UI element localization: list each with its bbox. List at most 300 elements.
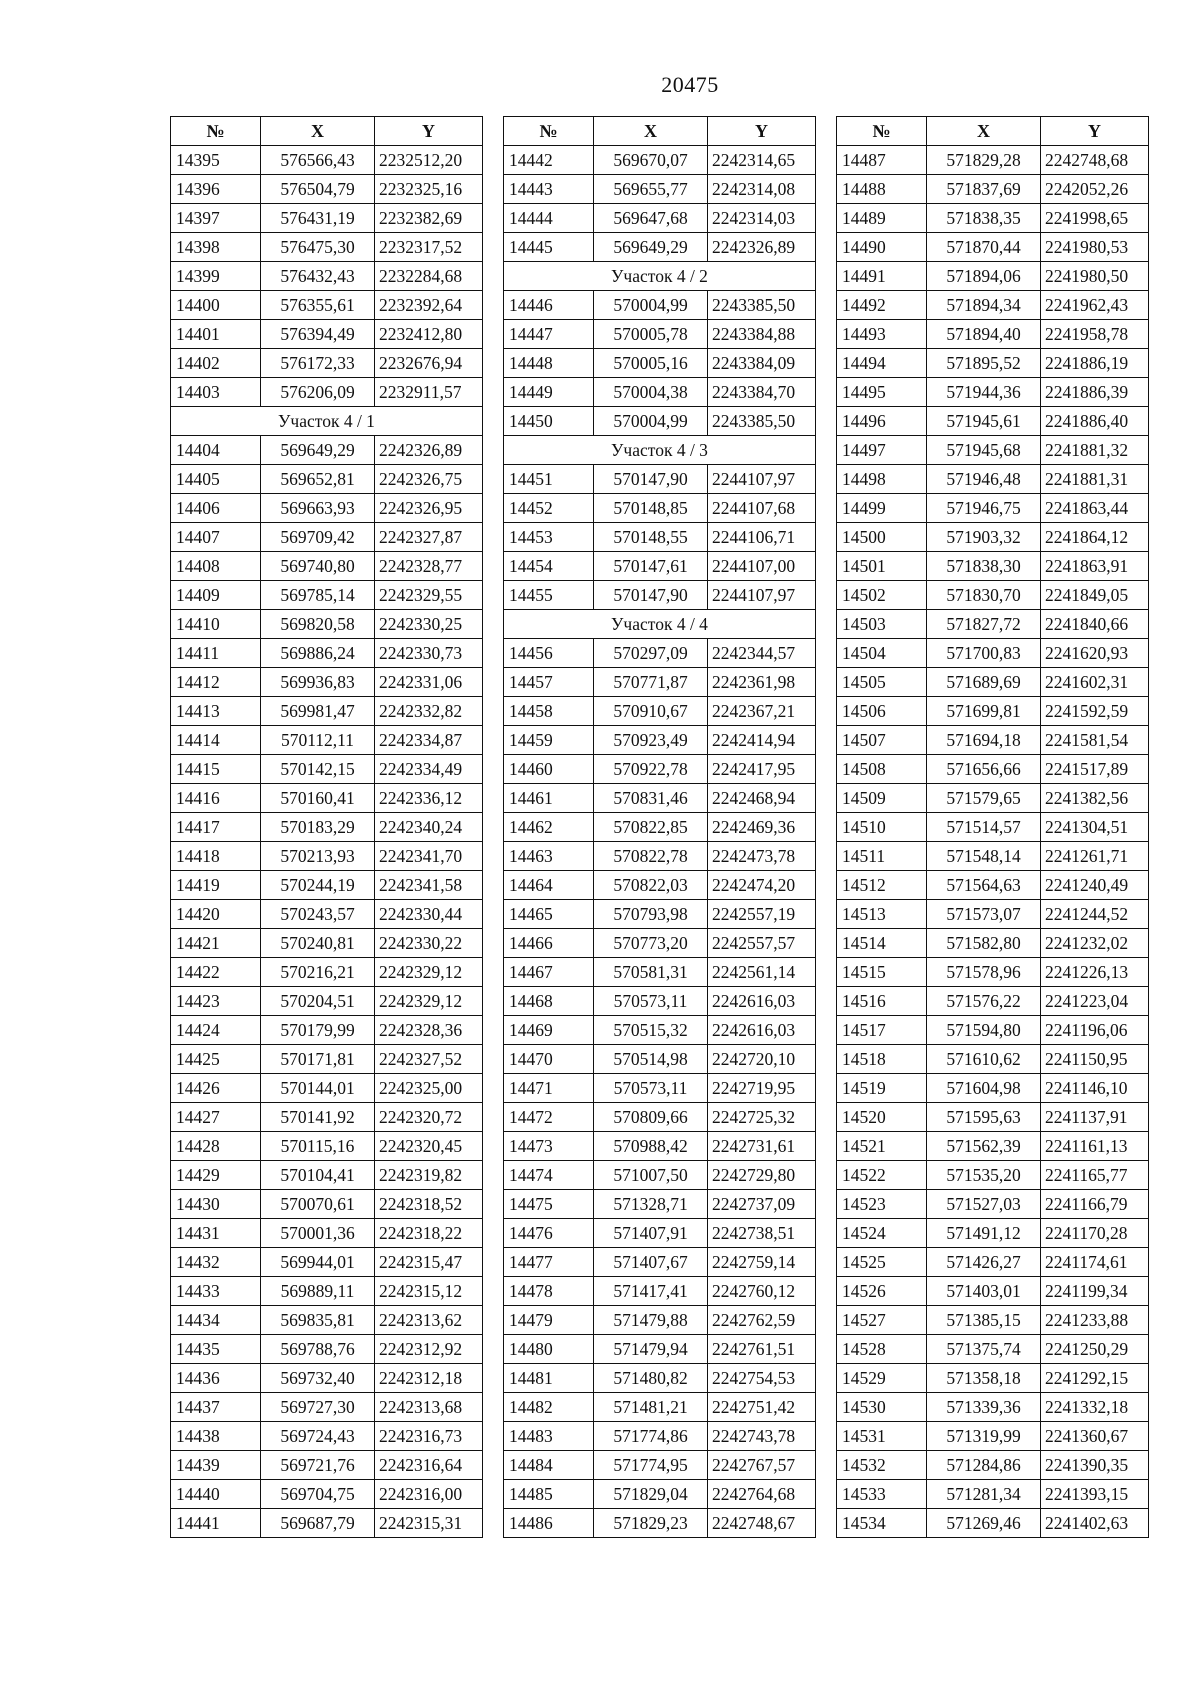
y-coordinate: 2242313,62 — [375, 1306, 483, 1335]
y-coordinate: 2241886,39 — [1041, 378, 1149, 407]
table-row — [171, 1306, 483, 1335]
x-coordinate: 570144,01 — [261, 1074, 375, 1103]
table-row — [837, 668, 1149, 697]
point-number: 14445 — [504, 233, 594, 262]
y-coordinate: 2242314,03 — [708, 204, 816, 233]
point-number: 14513 — [837, 900, 927, 929]
table-row — [504, 1016, 816, 1045]
y-coordinate: 2241980,53 — [1041, 233, 1149, 262]
point-number: 14459 — [504, 726, 594, 755]
table-row — [837, 639, 1149, 668]
table-row — [504, 784, 816, 813]
y-coordinate: 2241840,66 — [1041, 610, 1149, 639]
x-coordinate: 569704,75 — [261, 1480, 375, 1509]
header-number: № — [837, 117, 927, 146]
table-row — [171, 494, 483, 523]
x-coordinate: 571700,83 — [927, 639, 1041, 668]
table-row — [171, 378, 483, 407]
x-coordinate: 571407,91 — [594, 1219, 708, 1248]
point-number: 14484 — [504, 1451, 594, 1480]
point-number: 14519 — [837, 1074, 927, 1103]
point-number: 14531 — [837, 1422, 927, 1451]
table-row — [504, 1132, 816, 1161]
y-coordinate: 2242316,73 — [375, 1422, 483, 1451]
y-coordinate: 2242764,68 — [708, 1480, 816, 1509]
x-coordinate: 576172,33 — [261, 349, 375, 378]
table-row — [504, 175, 816, 204]
x-coordinate: 571944,36 — [927, 378, 1041, 407]
point-number: 14415 — [171, 755, 261, 784]
y-coordinate: 2242341,70 — [375, 842, 483, 871]
y-coordinate: 2242414,94 — [708, 726, 816, 755]
x-coordinate: 571837,69 — [927, 175, 1041, 204]
x-coordinate: 569649,29 — [594, 233, 708, 262]
x-coordinate: 570213,93 — [261, 842, 375, 871]
x-coordinate: 576394,49 — [261, 320, 375, 349]
section-title: Участок 4 / 3 — [504, 436, 816, 465]
x-coordinate: 571007,50 — [594, 1161, 708, 1190]
y-coordinate: 2241196,06 — [1041, 1016, 1149, 1045]
x-coordinate: 569886,24 — [261, 639, 375, 668]
point-number: 14491 — [837, 262, 927, 291]
y-coordinate: 2242737,09 — [708, 1190, 816, 1219]
table-row — [504, 697, 816, 726]
point-number: 14456 — [504, 639, 594, 668]
x-coordinate: 571535,20 — [927, 1161, 1041, 1190]
x-coordinate: 571594,80 — [927, 1016, 1041, 1045]
table-row — [837, 610, 1149, 639]
point-number: 14463 — [504, 842, 594, 871]
point-number: 14500 — [837, 523, 927, 552]
y-coordinate: 2241390,35 — [1041, 1451, 1149, 1480]
y-coordinate: 2242767,57 — [708, 1451, 816, 1480]
y-coordinate: 2242314,08 — [708, 175, 816, 204]
table-row — [504, 1074, 816, 1103]
x-coordinate: 569721,76 — [261, 1451, 375, 1480]
point-number: 14450 — [504, 407, 594, 436]
y-coordinate: 2244107,97 — [708, 581, 816, 610]
table-row — [504, 842, 816, 871]
y-coordinate: 2242331,06 — [375, 668, 483, 697]
y-coordinate: 2242738,51 — [708, 1219, 816, 1248]
table-row — [504, 668, 816, 697]
x-coordinate: 570573,11 — [594, 987, 708, 1016]
point-number: 14521 — [837, 1132, 927, 1161]
table-row — [837, 1074, 1149, 1103]
point-number: 14424 — [171, 1016, 261, 1045]
x-coordinate: 570183,29 — [261, 813, 375, 842]
point-number: 14426 — [171, 1074, 261, 1103]
point-number: 14462 — [504, 813, 594, 842]
point-number: 14420 — [171, 900, 261, 929]
x-coordinate: 570148,85 — [594, 494, 708, 523]
x-coordinate: 576475,30 — [261, 233, 375, 262]
section-title: Участок 4 / 4 — [504, 610, 816, 639]
y-coordinate: 2242729,80 — [708, 1161, 816, 1190]
table-row — [837, 929, 1149, 958]
x-coordinate: 571548,14 — [927, 842, 1041, 871]
x-coordinate: 571829,04 — [594, 1480, 708, 1509]
table-row — [504, 581, 816, 610]
x-coordinate: 569652,81 — [261, 465, 375, 494]
y-coordinate: 2242328,77 — [375, 552, 483, 581]
table-row — [837, 1103, 1149, 1132]
y-coordinate: 2242330,73 — [375, 639, 483, 668]
table-row — [504, 1364, 816, 1393]
y-coordinate: 2242557,57 — [708, 929, 816, 958]
x-coordinate: 571284,86 — [927, 1451, 1041, 1480]
y-coordinate: 2242330,25 — [375, 610, 483, 639]
x-coordinate: 570216,21 — [261, 958, 375, 987]
y-coordinate: 2242731,61 — [708, 1132, 816, 1161]
table-row — [837, 1248, 1149, 1277]
y-coordinate: 2244107,97 — [708, 465, 816, 494]
table-row — [504, 233, 816, 262]
point-number: 14509 — [837, 784, 927, 813]
point-number: 14440 — [171, 1480, 261, 1509]
header-number: № — [504, 117, 594, 146]
point-number: 14508 — [837, 755, 927, 784]
table-row — [504, 146, 816, 175]
table-row — [171, 900, 483, 929]
table-row — [504, 204, 816, 233]
point-number: 14441 — [171, 1509, 261, 1538]
point-number: 14447 — [504, 320, 594, 349]
x-coordinate: 570204,51 — [261, 987, 375, 1016]
table-row — [504, 987, 816, 1016]
y-coordinate: 2242318,52 — [375, 1190, 483, 1219]
point-number: 14501 — [837, 552, 927, 581]
table-row — [504, 465, 816, 494]
point-number: 14530 — [837, 1393, 927, 1422]
point-number: 14490 — [837, 233, 927, 262]
table-row — [171, 291, 483, 320]
table-row — [837, 1045, 1149, 1074]
x-coordinate: 570514,98 — [594, 1045, 708, 1074]
point-number: 14498 — [837, 465, 927, 494]
y-coordinate: 2241382,56 — [1041, 784, 1149, 813]
coordinates-table-left — [170, 116, 483, 1538]
point-number: 14452 — [504, 494, 594, 523]
table-row — [171, 1277, 483, 1306]
point-number: 14497 — [837, 436, 927, 465]
table-row — [837, 755, 1149, 784]
point-number: 14529 — [837, 1364, 927, 1393]
point-number: 14409 — [171, 581, 261, 610]
point-number: 14398 — [171, 233, 261, 262]
x-coordinate: 571838,35 — [927, 204, 1041, 233]
y-coordinate: 2241137,91 — [1041, 1103, 1149, 1132]
x-coordinate: 571827,72 — [927, 610, 1041, 639]
point-number: 14512 — [837, 871, 927, 900]
x-coordinate: 569740,80 — [261, 552, 375, 581]
y-coordinate: 2243384,70 — [708, 378, 816, 407]
y-coordinate: 2242616,03 — [708, 1016, 816, 1045]
y-coordinate: 2242314,65 — [708, 146, 816, 175]
table-row — [504, 1190, 816, 1219]
x-coordinate: 569889,11 — [261, 1277, 375, 1306]
table-row — [504, 958, 816, 987]
point-number: 14432 — [171, 1248, 261, 1277]
x-coordinate: 569727,30 — [261, 1393, 375, 1422]
y-coordinate: 2242762,59 — [708, 1306, 816, 1335]
y-coordinate: 2241958,78 — [1041, 320, 1149, 349]
x-coordinate: 570243,57 — [261, 900, 375, 929]
table-row — [171, 1422, 483, 1451]
y-coordinate: 2242320,45 — [375, 1132, 483, 1161]
table-row — [171, 1248, 483, 1277]
x-coordinate: 569785,14 — [261, 581, 375, 610]
x-coordinate: 570581,31 — [594, 958, 708, 987]
y-coordinate: 2241517,89 — [1041, 755, 1149, 784]
y-coordinate: 2243385,50 — [708, 407, 816, 436]
y-coordinate: 2242417,95 — [708, 755, 816, 784]
point-number: 14411 — [171, 639, 261, 668]
x-coordinate: 571829,28 — [927, 146, 1041, 175]
page-number: 20475 — [661, 72, 719, 97]
point-number: 14419 — [171, 871, 261, 900]
table-row — [504, 1480, 816, 1509]
point-number: 14437 — [171, 1393, 261, 1422]
point-number: 14400 — [171, 291, 261, 320]
y-coordinate: 2241581,54 — [1041, 726, 1149, 755]
y-coordinate: 2241881,31 — [1041, 465, 1149, 494]
table-row — [504, 1422, 816, 1451]
point-number: 14526 — [837, 1277, 927, 1306]
table-row — [171, 175, 483, 204]
y-coordinate: 2242361,98 — [708, 668, 816, 697]
point-number: 14446 — [504, 291, 594, 320]
y-coordinate: 2241980,50 — [1041, 262, 1149, 291]
y-coordinate: 2242344,57 — [708, 639, 816, 668]
y-coordinate: 2242748,68 — [1041, 146, 1149, 175]
y-coordinate: 2242319,82 — [375, 1161, 483, 1190]
table-row — [837, 958, 1149, 987]
x-coordinate: 571870,44 — [927, 233, 1041, 262]
point-number: 14427 — [171, 1103, 261, 1132]
point-number: 14527 — [837, 1306, 927, 1335]
point-number: 14430 — [171, 1190, 261, 1219]
x-coordinate: 571269,46 — [927, 1509, 1041, 1538]
x-coordinate: 570988,42 — [594, 1132, 708, 1161]
x-coordinate: 570515,32 — [594, 1016, 708, 1045]
y-coordinate: 2242720,10 — [708, 1045, 816, 1074]
point-number: 14397 — [171, 204, 261, 233]
x-coordinate: 571527,03 — [927, 1190, 1041, 1219]
y-coordinate: 2232392,64 — [375, 291, 483, 320]
x-coordinate: 571385,15 — [927, 1306, 1041, 1335]
x-coordinate: 571417,41 — [594, 1277, 708, 1306]
y-coordinate: 2242326,89 — [708, 233, 816, 262]
table-row — [171, 233, 483, 262]
y-coordinate: 2232676,94 — [375, 349, 483, 378]
y-coordinate: 2244107,68 — [708, 494, 816, 523]
table-row — [837, 1509, 1149, 1538]
table-row — [837, 233, 1149, 262]
table-row — [171, 871, 483, 900]
x-coordinate: 570147,90 — [594, 465, 708, 494]
point-number: 14494 — [837, 349, 927, 378]
point-number: 14487 — [837, 146, 927, 175]
table-row — [171, 639, 483, 668]
table-row — [837, 552, 1149, 581]
table-row — [171, 1451, 483, 1480]
table-row — [837, 175, 1149, 204]
point-number: 14488 — [837, 175, 927, 204]
y-coordinate: 2241849,05 — [1041, 581, 1149, 610]
y-coordinate: 2232911,57 — [375, 378, 483, 407]
y-coordinate: 2241864,12 — [1041, 523, 1149, 552]
table-row — [837, 1132, 1149, 1161]
x-coordinate: 569835,81 — [261, 1306, 375, 1335]
table-row — [504, 523, 816, 552]
point-number: 14502 — [837, 581, 927, 610]
table-row — [504, 552, 816, 581]
y-coordinate: 2241233,88 — [1041, 1306, 1149, 1335]
point-number: 14458 — [504, 697, 594, 726]
table-row — [837, 1306, 1149, 1335]
y-coordinate: 2242334,87 — [375, 726, 483, 755]
y-coordinate: 2241886,19 — [1041, 349, 1149, 378]
table-row — [837, 1190, 1149, 1219]
point-number: 14499 — [837, 494, 927, 523]
x-coordinate: 571479,88 — [594, 1306, 708, 1335]
header-y: Y — [708, 117, 816, 146]
header-row — [504, 117, 816, 146]
y-coordinate: 2232317,52 — [375, 233, 483, 262]
coordinates-table-middle — [503, 116, 816, 1538]
table-row — [171, 1132, 483, 1161]
x-coordinate: 571829,23 — [594, 1509, 708, 1538]
table-row — [504, 755, 816, 784]
table-row — [171, 1045, 483, 1074]
x-coordinate: 570922,78 — [594, 755, 708, 784]
point-number: 14438 — [171, 1422, 261, 1451]
y-coordinate: 2242315,47 — [375, 1248, 483, 1277]
header-x: X — [261, 117, 375, 146]
x-coordinate: 569944,01 — [261, 1248, 375, 1277]
section-title: Участок 4 / 1 — [171, 407, 483, 436]
table-row — [504, 1103, 816, 1132]
table-row — [171, 842, 483, 871]
y-coordinate: 2241863,44 — [1041, 494, 1149, 523]
point-number: 14423 — [171, 987, 261, 1016]
y-coordinate: 2242760,12 — [708, 1277, 816, 1306]
y-coordinate: 2244106,71 — [708, 523, 816, 552]
y-coordinate: 2241592,59 — [1041, 697, 1149, 726]
y-coordinate: 2241602,31 — [1041, 668, 1149, 697]
y-coordinate: 2242616,03 — [708, 987, 816, 1016]
point-number: 14431 — [171, 1219, 261, 1248]
x-coordinate: 570004,99 — [594, 291, 708, 320]
y-coordinate: 2241304,51 — [1041, 813, 1149, 842]
point-number: 14401 — [171, 320, 261, 349]
table-row — [171, 523, 483, 552]
y-coordinate: 2242318,22 — [375, 1219, 483, 1248]
x-coordinate: 571281,34 — [927, 1480, 1041, 1509]
y-coordinate: 2242328,36 — [375, 1016, 483, 1045]
x-coordinate: 570822,03 — [594, 871, 708, 900]
point-number: 14418 — [171, 842, 261, 871]
table-row — [504, 1277, 816, 1306]
point-number: 14434 — [171, 1306, 261, 1335]
y-coordinate: 2241998,65 — [1041, 204, 1149, 233]
y-coordinate: 2241166,79 — [1041, 1190, 1149, 1219]
x-coordinate: 571479,94 — [594, 1335, 708, 1364]
y-coordinate: 2232325,16 — [375, 175, 483, 204]
y-coordinate: 2242334,49 — [375, 755, 483, 784]
x-coordinate: 570297,09 — [594, 639, 708, 668]
y-coordinate: 2241393,15 — [1041, 1480, 1149, 1509]
table-row — [171, 697, 483, 726]
header-number: № — [171, 117, 261, 146]
point-number: 14524 — [837, 1219, 927, 1248]
table-row — [837, 1277, 1149, 1306]
table-row — [837, 291, 1149, 320]
table-row — [837, 1451, 1149, 1480]
x-coordinate: 571895,52 — [927, 349, 1041, 378]
x-coordinate: 571319,99 — [927, 1422, 1041, 1451]
y-coordinate: 2242332,82 — [375, 697, 483, 726]
y-coordinate: 2241240,49 — [1041, 871, 1149, 900]
x-coordinate: 570171,81 — [261, 1045, 375, 1074]
point-number: 14495 — [837, 378, 927, 407]
x-coordinate: 570179,99 — [261, 1016, 375, 1045]
table-row — [504, 378, 816, 407]
y-coordinate: 2242052,26 — [1041, 175, 1149, 204]
y-coordinate: 2242336,12 — [375, 784, 483, 813]
y-coordinate: 2232512,20 — [375, 146, 483, 175]
point-number: 14408 — [171, 552, 261, 581]
point-number: 14514 — [837, 929, 927, 958]
x-coordinate: 569670,07 — [594, 146, 708, 175]
x-coordinate: 571426,27 — [927, 1248, 1041, 1277]
y-coordinate: 2242474,20 — [708, 871, 816, 900]
x-coordinate: 571328,71 — [594, 1190, 708, 1219]
x-coordinate: 569663,93 — [261, 494, 375, 523]
header-x: X — [594, 117, 708, 146]
table-row — [837, 320, 1149, 349]
point-number: 14506 — [837, 697, 927, 726]
x-coordinate: 570809,66 — [594, 1103, 708, 1132]
table-row — [837, 1219, 1149, 1248]
x-coordinate: 570573,11 — [594, 1074, 708, 1103]
y-coordinate: 2241223,04 — [1041, 987, 1149, 1016]
y-coordinate: 2241170,28 — [1041, 1219, 1149, 1248]
point-number: 14485 — [504, 1480, 594, 1509]
point-number: 14525 — [837, 1248, 927, 1277]
table-row — [837, 1364, 1149, 1393]
y-coordinate: 2232284,68 — [375, 262, 483, 291]
table-row — [171, 465, 483, 494]
y-coordinate: 2241863,91 — [1041, 552, 1149, 581]
y-coordinate: 2242329,55 — [375, 581, 483, 610]
y-coordinate: 2241165,77 — [1041, 1161, 1149, 1190]
x-coordinate: 570773,20 — [594, 929, 708, 958]
x-coordinate: 571375,74 — [927, 1335, 1041, 1364]
point-number: 14503 — [837, 610, 927, 639]
section-row — [504, 262, 816, 291]
table-row — [171, 1219, 483, 1248]
x-coordinate: 569655,77 — [594, 175, 708, 204]
x-coordinate: 571656,66 — [927, 755, 1041, 784]
table-row — [171, 436, 483, 465]
y-coordinate: 2241886,40 — [1041, 407, 1149, 436]
x-coordinate: 576431,19 — [261, 204, 375, 233]
x-coordinate: 571573,07 — [927, 900, 1041, 929]
x-coordinate: 569936,83 — [261, 668, 375, 697]
x-coordinate: 571945,68 — [927, 436, 1041, 465]
